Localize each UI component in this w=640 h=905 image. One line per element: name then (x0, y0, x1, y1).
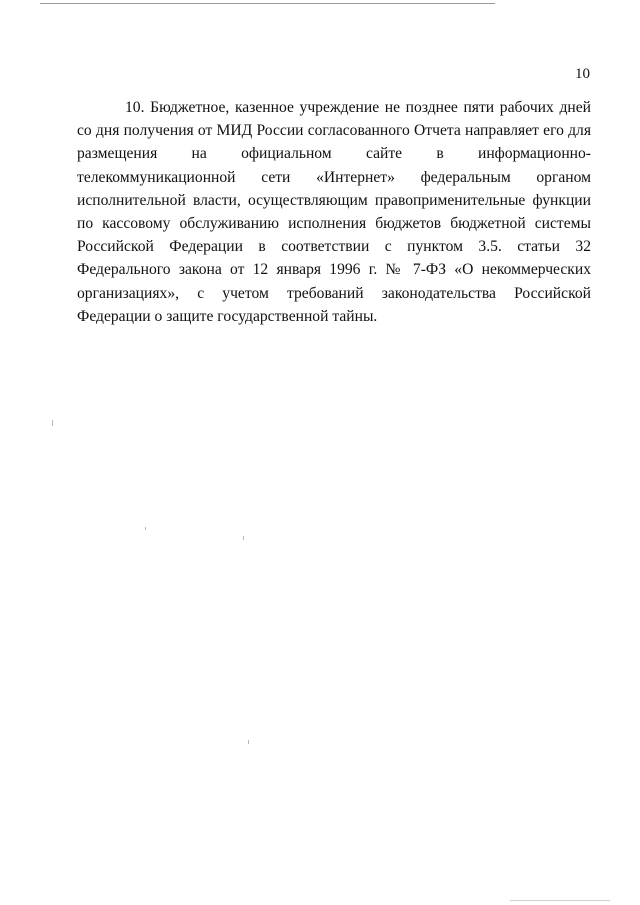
page-number: 10 (575, 66, 590, 82)
scan-artifact (145, 527, 146, 530)
paragraph-10: 10. Бюджетное, казенное учреждение не позднее пяти рабочих дней со дня получения от МИД России согласованного Отчета направляет его для размещения на официальном сайте в информационно-телекоммуникационной сети «Интернет» федеральным органом исполнительной власти, осуществляющим правоприменительные функции по кассовому обслуживанию исполнения бюджетов бюджетной системы Российской Федерации в соответствии с пунктом 3.5. статьи 32 Федерального закона от 12 января 1996 г. № 7-ФЗ «О некоммерческих организациях», с учетом требований законодательства Российской Федерации о защите государственной тайны. (77, 99, 591, 325)
scan-artifact (52, 420, 53, 426)
scan-edge-line (40, 3, 495, 4)
scan-artifact (248, 740, 249, 744)
scan-artifact (243, 536, 244, 540)
scan-edge-line (510, 900, 610, 901)
